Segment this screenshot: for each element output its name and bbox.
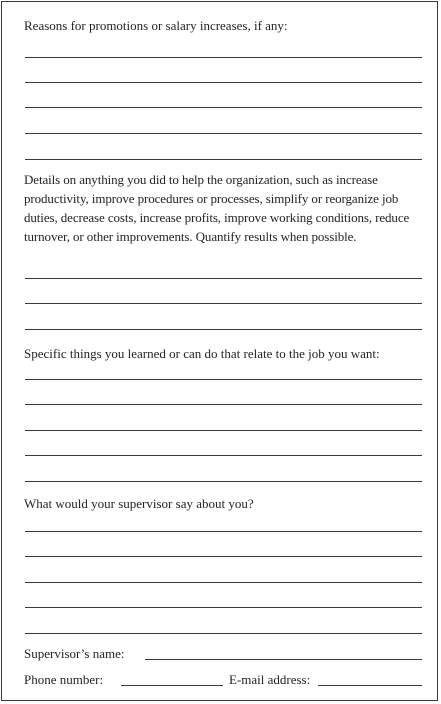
answer-line[interactable] (25, 556, 422, 557)
answer-line[interactable] (25, 82, 422, 83)
answer-line[interactable] (25, 278, 422, 279)
answer-line[interactable] (25, 379, 422, 380)
answer-line[interactable] (25, 303, 422, 304)
supervisor-name-field[interactable] (145, 659, 422, 660)
answer-line[interactable] (25, 582, 422, 583)
answer-line[interactable] (25, 531, 422, 532)
answer-line[interactable] (25, 607, 422, 608)
phone-number-label: Phone number: (24, 672, 104, 687)
email-address-label: E-mail address: (229, 672, 311, 687)
section-1-prompt: Reasons for promotions or salary increases, if any: (24, 18, 288, 33)
answer-line[interactable] (25, 57, 422, 58)
answer-line[interactable] (25, 329, 422, 330)
answer-line[interactable] (25, 430, 422, 431)
answer-line[interactable] (25, 633, 422, 634)
section-3-prompt: Specific things you learned or can do that relate to the job you want: (24, 346, 380, 361)
phone-number-field[interactable] (121, 685, 223, 686)
email-address-field[interactable] (318, 685, 422, 686)
answer-line[interactable] (25, 481, 422, 482)
answer-line[interactable] (25, 159, 422, 160)
answer-line[interactable] (25, 107, 422, 108)
answer-line[interactable] (25, 133, 422, 134)
answer-line[interactable] (25, 404, 422, 405)
supervisor-name-label: Supervisor’s name: (24, 646, 125, 661)
answer-line[interactable] (25, 455, 422, 456)
section-2-prompt: Details on anything you did to help the organization, such as increase productivity, improve procedures or processes, simplify or reorganize job duties, decrease costs, increase profits, improve working conditions, reduce turnover, or other improvements. Quantify results when possible. (24, 172, 410, 244)
section-4-prompt: What would your supervisor say about you? (24, 496, 254, 511)
form-frame (1, 1, 438, 701)
